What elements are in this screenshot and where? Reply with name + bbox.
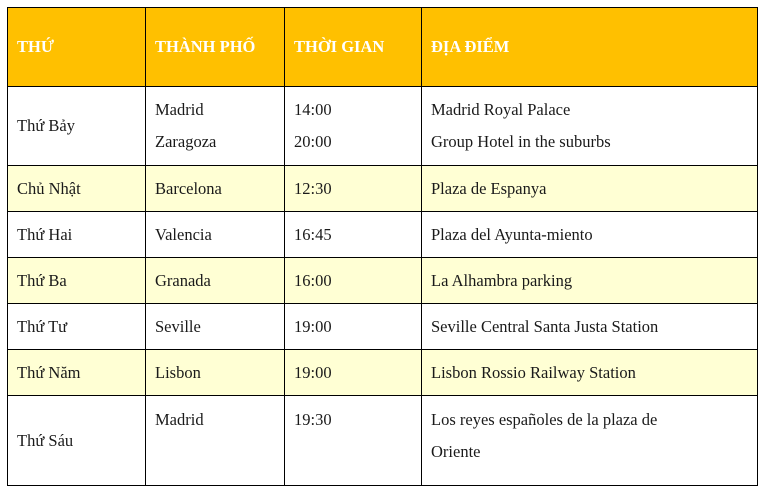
day-text: Chủ Nhật bbox=[17, 178, 81, 198]
city-cell bbox=[146, 212, 285, 258]
time-cell bbox=[285, 166, 422, 212]
time-cell bbox=[285, 212, 422, 258]
place-text: La Alhambra parking bbox=[431, 270, 573, 290]
time-cell bbox=[285, 350, 422, 396]
place-text: Los reyes españoles de la plaza de bbox=[431, 410, 658, 429]
table-row bbox=[8, 350, 758, 396]
city-cell bbox=[146, 350, 285, 396]
table-row bbox=[8, 166, 758, 212]
day-cell bbox=[8, 212, 146, 258]
time-text: 14:00 bbox=[294, 100, 332, 119]
city-cell bbox=[146, 166, 285, 212]
place-cell bbox=[422, 258, 758, 304]
day-text: Thứ Hai bbox=[17, 224, 73, 244]
city-text: Seville bbox=[155, 316, 201, 336]
day-cell bbox=[8, 166, 146, 212]
city-text: Zaragoza bbox=[155, 132, 217, 151]
city-cell bbox=[146, 87, 285, 166]
day-cell bbox=[8, 87, 146, 166]
place-cell bbox=[422, 304, 758, 350]
table-row bbox=[8, 304, 758, 350]
day-text: Thứ Bảy bbox=[17, 116, 75, 135]
city-cell bbox=[146, 396, 285, 486]
place-text: Madrid Royal Palace bbox=[431, 100, 571, 119]
day-text: Thứ Tư bbox=[17, 316, 68, 336]
header-city: THÀNH PHỐ bbox=[146, 8, 285, 87]
time-text: 16:00 bbox=[294, 270, 332, 290]
city-text: Valencia bbox=[155, 224, 212, 244]
city-text: Lisbon bbox=[155, 362, 201, 382]
day-text: Thứ Sáu bbox=[17, 430, 74, 450]
place-cell bbox=[422, 212, 758, 258]
city-text: Barcelona bbox=[155, 178, 222, 198]
day-text: Thứ Năm bbox=[17, 362, 81, 382]
place-cell bbox=[422, 87, 758, 166]
day-cell bbox=[8, 258, 146, 304]
day-text: Thứ Ba bbox=[17, 270, 67, 290]
time-cell bbox=[285, 258, 422, 304]
city-text: Madrid bbox=[155, 100, 204, 119]
table-row bbox=[8, 87, 758, 166]
time-text: 19:00 bbox=[294, 362, 332, 382]
place-text: Group Hotel in the suburbs bbox=[431, 132, 611, 151]
place-text: Plaza de Espanya bbox=[431, 178, 547, 198]
header-place: ĐỊA ĐIỂM bbox=[422, 8, 758, 87]
header-row bbox=[8, 8, 758, 87]
day-cell bbox=[8, 396, 146, 486]
schedule-table bbox=[7, 7, 758, 486]
time-cell bbox=[285, 87, 422, 166]
day-cell bbox=[8, 304, 146, 350]
table-row bbox=[8, 396, 758, 486]
place-text: Plaza del Ayunta-miento bbox=[431, 224, 593, 244]
city-cell bbox=[146, 304, 285, 350]
place-cell bbox=[422, 350, 758, 396]
city-text: Granada bbox=[155, 270, 211, 290]
place-text: Oriente bbox=[431, 442, 481, 461]
day-cell bbox=[8, 350, 146, 396]
city-cell bbox=[146, 258, 285, 304]
time-cell bbox=[285, 304, 422, 350]
place-text: Lisbon Rossio Railway Station bbox=[431, 362, 636, 382]
place-cell bbox=[422, 166, 758, 212]
place-text: Seville Central Santa Justa Station bbox=[431, 316, 659, 336]
place-cell bbox=[422, 396, 758, 486]
table-row bbox=[8, 258, 758, 304]
time-text: 12:30 bbox=[294, 178, 332, 198]
header-time: THỜI GIAN bbox=[285, 8, 422, 87]
time-text: 19:30 bbox=[294, 410, 332, 429]
table-row bbox=[8, 212, 758, 258]
city-text: Madrid bbox=[155, 410, 204, 429]
time-text: 19:00 bbox=[294, 316, 332, 336]
time-text: 20:00 bbox=[294, 132, 332, 151]
time-cell bbox=[285, 396, 422, 486]
header-day: THỨ bbox=[8, 8, 146, 87]
time-text: 16:45 bbox=[294, 224, 332, 244]
